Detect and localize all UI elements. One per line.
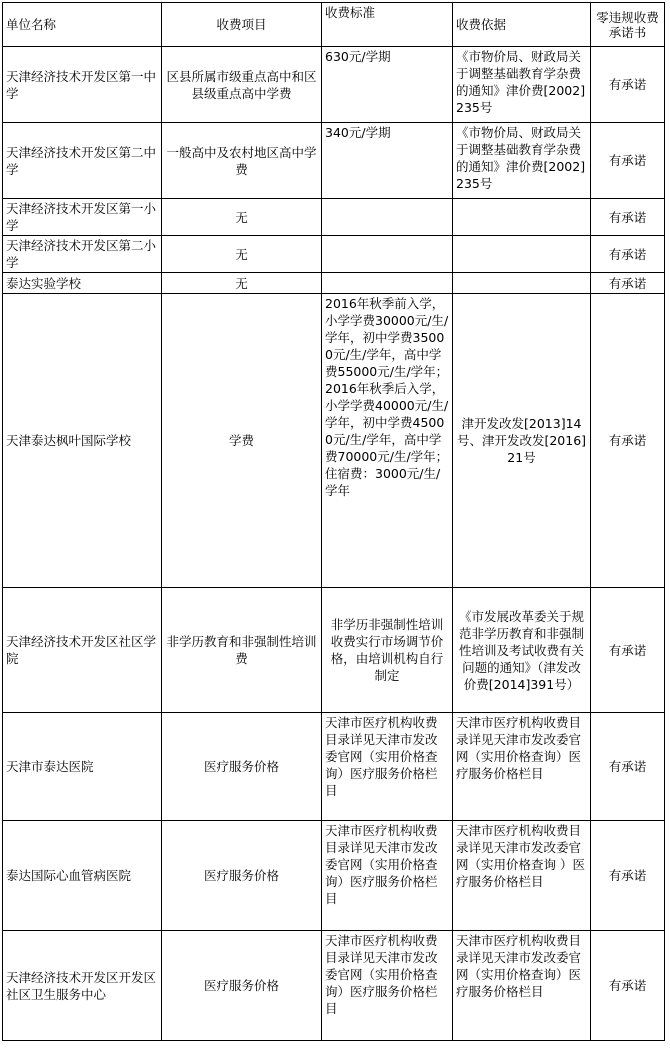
cell-pledge: 有承诺 xyxy=(591,821,665,931)
cell-basis: 《市物价局、财政局关于调整基础教育学杂费的通知》津价费[2002]235号 xyxy=(453,123,591,199)
table-row xyxy=(3,273,665,294)
cell-pledge: 有承诺 xyxy=(591,236,665,273)
cell-standard xyxy=(322,236,453,273)
cell-name: 天津经济技术开发区第一小学 xyxy=(3,199,162,236)
cell-item: 一般高中及农村地区高中学费 xyxy=(162,123,322,199)
cell-item: 无 xyxy=(162,199,322,236)
cell-standard: 340元/学期 xyxy=(322,123,453,199)
cell-name: 天津经济技术开发区开发区社区卫生服务中心 xyxy=(3,931,162,1041)
cell-standard: 非学历非强制性培训收费实行市场调节价格，由培训机构自行制定 xyxy=(322,588,453,713)
cell-pledge: 有承诺 xyxy=(591,588,665,713)
cell-name: 天津经济技术开发区第二中学 xyxy=(3,123,162,199)
cell-standard: 天津市医疗机构收费目录详见天津市发改委官网（实用价格查询）医疗服务价格栏目 xyxy=(322,713,453,821)
cell-basis: 天津市医疗机构收费目录详见天津市发改委官网（实用价格查询）医疗服务价格栏目 xyxy=(453,713,591,821)
table-row xyxy=(3,236,665,273)
cell-basis: 津开发改发[2013]14号、津开发改发[2016]21号 xyxy=(453,294,591,588)
cell-basis xyxy=(453,199,591,236)
cell-item: 医疗服务价格 xyxy=(162,931,322,1041)
cell-pledge: 有承诺 xyxy=(591,199,665,236)
cell-basis xyxy=(453,236,591,273)
table-row xyxy=(3,294,665,588)
cell-pledge: 有承诺 xyxy=(591,123,665,199)
cell-pledge: 有承诺 xyxy=(591,273,665,294)
cell-name: 天津经济技术开发区第二小学 xyxy=(3,236,162,273)
cell-standard xyxy=(322,199,453,236)
table-row xyxy=(3,123,665,199)
cell-pledge: 有承诺 xyxy=(591,47,665,123)
cell-pledge: 有承诺 xyxy=(591,294,665,588)
cell-name: 天津经济技术开发区第一中学 xyxy=(3,47,162,123)
cell-pledge: 有承诺 xyxy=(591,931,665,1041)
cell-standard: 天津市医疗机构收费目录详见天津市发改委官网（实用价格查询）医疗服务价格栏目 xyxy=(322,931,453,1041)
cell-standard: 天津市医疗机构收费目录详见天津市发改委官网（实用价格查询）医疗服务价格栏目 xyxy=(322,821,453,931)
cell-basis: 《市发展改革委关于规范非学历教育和非强制性培训及考试收费有关问题的通知》（津发改价费[2014]391号） xyxy=(453,588,591,713)
cell-name: 泰达国际心血管病医院 xyxy=(3,821,162,931)
cell-basis xyxy=(453,273,591,294)
header-pledge: 零违规收费承诺书 xyxy=(591,3,665,47)
cell-standard: 2016年秋季前入学，小学学费30000元/生/学年，初中学费35000元/生/学年，高中学费55000元/生/学年； 2016年秋季后入学，小学学费40000元/生/学年，初中学费45000元/生/学年，高中学费70000元/生/学年；住宿费：3000元/生/学年 xyxy=(322,294,453,588)
header-item: 收费项目 xyxy=(162,3,322,47)
header-name: 单位名称 xyxy=(3,3,162,47)
cell-item: 区县所属市级重点高中和区县级重点高中学费 xyxy=(162,47,322,123)
cell-item: 医疗服务价格 xyxy=(162,713,322,821)
cell-basis: 天津市医疗机构收费目录详见天津市发改委官网（实用价格查询）医疗服务价格栏目 xyxy=(453,931,591,1041)
cell-name: 天津经济技术开发区社区学院 xyxy=(3,588,162,713)
cell-name: 天津泰达枫叶国际学校 xyxy=(3,294,162,588)
table-row xyxy=(3,588,665,713)
cell-standard: 630元/学期 xyxy=(322,47,453,123)
fee-table xyxy=(2,2,665,1041)
header-row xyxy=(3,3,665,47)
cell-basis: 天津市医疗机构收费目录详见天津市发改委官网（实用价格查询 ）医疗服务价格栏目 xyxy=(453,821,591,931)
cell-name: 天津市泰达医院 xyxy=(3,713,162,821)
cell-basis: 《市物价局、财政局关于调整基础教育学杂费的通知》津价费[2002]235号 xyxy=(453,47,591,123)
cell-item: 医疗服务价格 xyxy=(162,821,322,931)
cell-item: 无 xyxy=(162,236,322,273)
cell-item: 学费 xyxy=(162,294,322,588)
cell-item: 无 xyxy=(162,273,322,294)
table-row xyxy=(3,821,665,931)
cell-name: 泰达实验学校 xyxy=(3,273,162,294)
table-row xyxy=(3,199,665,236)
cell-item: 非学历教育和非强制性培训费 xyxy=(162,588,322,713)
cell-standard xyxy=(322,273,453,294)
table-row xyxy=(3,713,665,821)
header-standard: 收费标准 xyxy=(322,3,453,47)
table-row xyxy=(3,931,665,1041)
table-row xyxy=(3,47,665,123)
header-basis: 收费依据 xyxy=(453,3,591,47)
cell-pledge: 有承诺 xyxy=(591,713,665,821)
